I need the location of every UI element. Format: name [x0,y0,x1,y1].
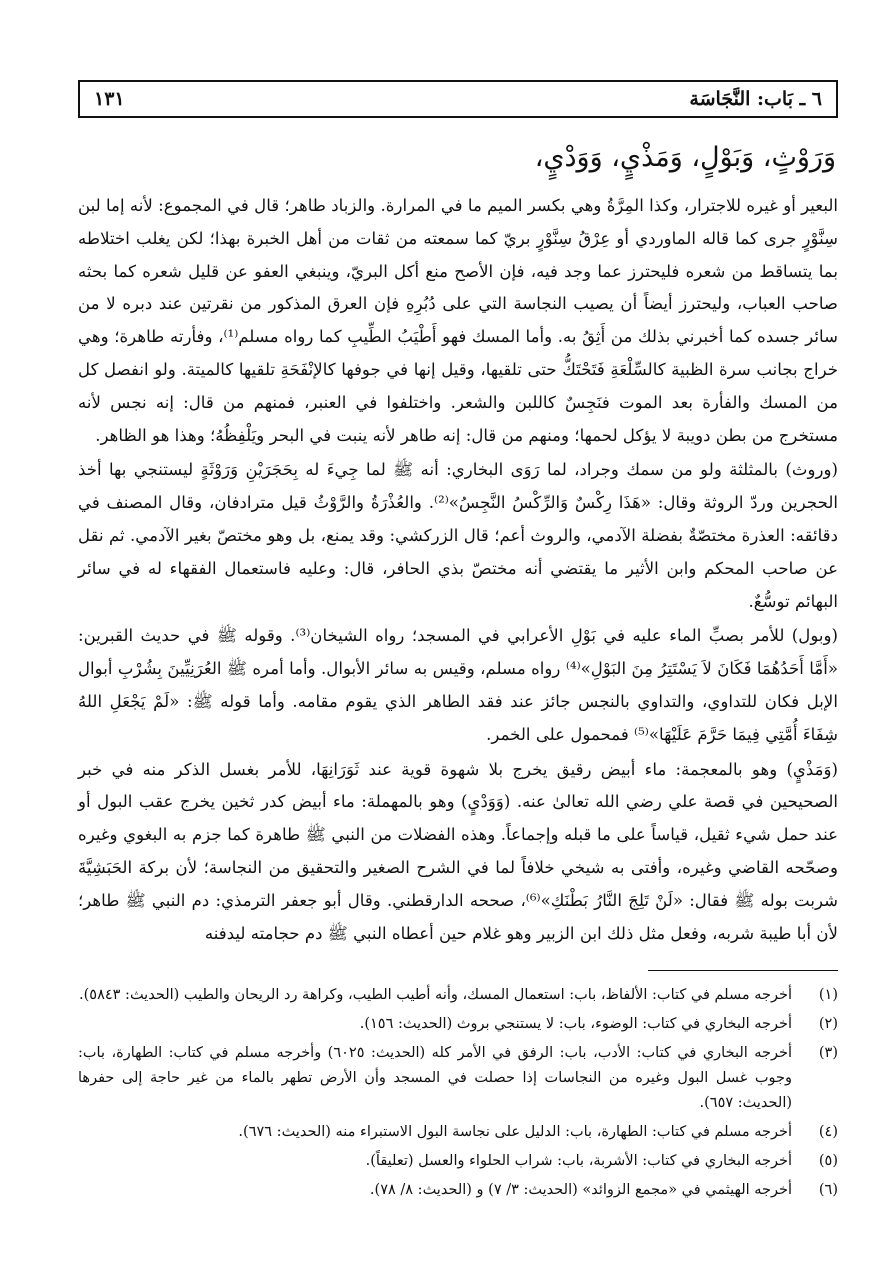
paragraph: (وَمَذْيٍ) وهو بالمعجمة: ماء أبيض رقيق يخرج بلا شهوة قوية عند ثَوَرَانِهَا، للأمر بغسل الذكر منه في خبر الصحيحين في قصة علي رضي الله تعالىٰ عنه. (وَوَدْيٍ) وهو بالمهملة: ماء أبيض كدر ثخين يخرج عقب البول أو عند حمل شيء ثقيل، قياساً على ما قبله وإجماعاً. وهذه الفضلات من النبي ﷺ طاهرة كما جزم به البغوي وغيره وصحّحه القاضي وغيره، وأفتى به شيخي خلافاً لما في الشرح الصغير والتحقيق من النجاسة؛ لأن بركة الحَبَشِيَّةَ شربت بوله ﷺ فقال: «لَنْ تَلِجَ النَّارُ بَطْنَكِ»⁽⁶⁾، صححه الدارقطني. وقال أبو جعفر الترمذي: دم النبي ﷺ طاهر؛ لأن أبا طيبة شربه، وفعل مثل ذلك ابن الزبير وهو غلام حين أعطاه النبي ﷺ دم حجامته ليدفنه [78,759,838,943]
footnote [78,1120,838,1145]
commentary [78,190,838,950]
footnote-text: أخرجه البخاري في كتاب: الأشربة، باب: شراب الحلواء والعسل (تعليقاً). [365,1153,792,1170]
footnote-number: (٢) [818,1016,838,1033]
page-number: ١٣١ [94,88,125,110]
footnote [78,1178,838,1203]
footnote-number: (٥) [818,1153,838,1170]
footnote-text: أخرجه الهيثمي في «مجمع الزوائد» (الحديث: ٣/ ٧) و (الحديث: ٨/ ٧٨). [369,1182,792,1199]
footnote-text: أخرجه البخاري في كتاب: الأدب، باب: الرفق في الأمر كله (الحديث: ٦٠٢٥) وأخرجه مسلم في كتاب: الطهارة، باب: وجوب غسل البول وغيره من النجاسات إذا حصلت في المسجد وأن الأرض تطهر بالماء من غير حاجة إلى حفرها (الحديث: ٦٥٧). [78,1045,792,1112]
footnote-number: (٦) [818,1182,838,1199]
footnote [78,1041,838,1116]
paragraph: (وروث) بالمثلثة ولو من سمك وجراد، لما رَوَى البخاري: أنه ﷺ لما جِيءَ له بِحَجَرَيْنِ وَرَوْثَةٍ ليستنجي بها أخذ الحجرين وردّ الروثة وقال: «هَذَا رِكْسٌ وَالرِّكْسُ النَّجِسُ»⁽²⁾. والعُذْرَةُ والرَّوْثُ قيل مترادفان، وقال المصنف في دقائقه: العذرة مختصّةٌ بفضلة الآدمي، والروث أعم؛ قال الزركشي: وقد يمنع، بل وهو مختصّ بغير الآدمي. ثم نقل عن صاحب المحكم وابن الأثير ما يقتضي أنه مختصّ بذي الحافر، قال: وعليه فاستعمال الفقهاء له في سائر البهائم توسُّعٌ. [78,460,838,611]
paragraph: البعير أو غيره للاجترار، وكذا المِرَّةُ وهي بكسر الميم ما في المرارة. والزباد طاهر؛ قال في المجموع: لأنه إما لبن سِنَّوْرٍ جرى كما قاله الماوردي أو عِرْقُ سِنَّوْرٍ بريّ كما سمعته من ثقات من أهل الخبرة بهذا؛ لكن يغلب اختلاطه بما يتساقط من شعره فليحترز عما وجد فيه، فإن الأصح منع أكل البريّ، وينبغي العفو عن قليل شعره كما بحثه صاحب العباب، وليحترز أيضاً أن يصيب النجاسة التي على دُبُرِهِ فإن العرق المذكور من نقرتين عند دبره لا من سائر جسده كما أخبرني بذلك من أَثِقُ به. وأما المسك فهو أَطْيَبُ الطِّيبِ كما رواه مسلم⁽¹⁾، وفأرته طاهرة؛ وهي خراج بجانب سرة الظبية كالسِّلْعَةِ فَتَحْتَكُّ حتى تلقيها، وقيل إنها في جوفها كالإنْفَحَةِ تلقيها كالميتة. ولو انفصل كل من المسك والفأرة بعد الموت فنَجِسٌ كاللبن والشعر. واختلفوا في العنبر، فمنهم من قال: إنه نجس لأنه مستخرج من بطن دويبة لا يؤكل لحمها؛ ومنهم من قال: إنه طاهر لأنه ينبت في البحر ويَلْفِظُهُ؛ وهذا هو الظاهر. [78,196,838,445]
footnote [78,983,838,1008]
running-header [78,80,838,118]
footnotes [78,983,838,1203]
page [78,80,838,1207]
chapter-title: ٦ ـ بَاب: النَّجَاسَة [689,88,822,110]
footnote-text: أخرجه مسلم في كتاب: الألفاظ، باب: استعمال المسك، وأنه أطيب الطيب، وكراهة رد الريحان والطيب (الحديث: ٥٨٤٣). [79,987,792,1004]
matn-text: وَرَوْثٍ، وَبَوْلٍ، وَمَذْيٍ، وَوَدْيٍ، [534,142,836,173]
footnote-number: (١) [818,987,838,1004]
footnote-text: أخرجه مسلم في كتاب: الطهارة، باب: الدليل على نجاسة البول الاستبراء منه (الحديث: ٦٧٦). [238,1124,792,1141]
footnote [78,1012,838,1037]
footnote-number: (٤) [818,1124,838,1141]
footnote-text: أخرجه البخاري في كتاب: الوضوء، باب: لا يستنجي بروث (الحديث: ١٥٦). [359,1016,792,1033]
footnote [78,1149,838,1174]
footnote-number: (٣) [818,1045,838,1062]
paragraph: (وبول) للأمر بصبِّ الماء عليه في بَوْلِ الأعرابي في المسجد؛ رواه الشيخان⁽³⁾. وقوله ﷺ في حديث القبرين: «أَمَّا أَحَدُهُمَا فَكَانَ لاَ يَسْتَتِرُ مِنَ البَوْلِ»⁽⁴⁾ رواه مسلم، وقيس به سائر الأبوال. وأما أمره ﷺ العُرَنِيِّينَ بِشُرْبِ أبوال الإبل فكان للتداوي، والتداوي بالنجس جائز عند فقد الطاهر الذي يقوم مقامه. وأما قوله ﷺ: «لَمْ يَجْعَلِ اللهُ شِفَاءَ أُمَّتِي فِيمَا حَرَّمَ عَلَيْهَا»⁽⁵⁾ فمحمول على الخمر. [78,626,839,744]
footnote-separator [648,970,838,971]
